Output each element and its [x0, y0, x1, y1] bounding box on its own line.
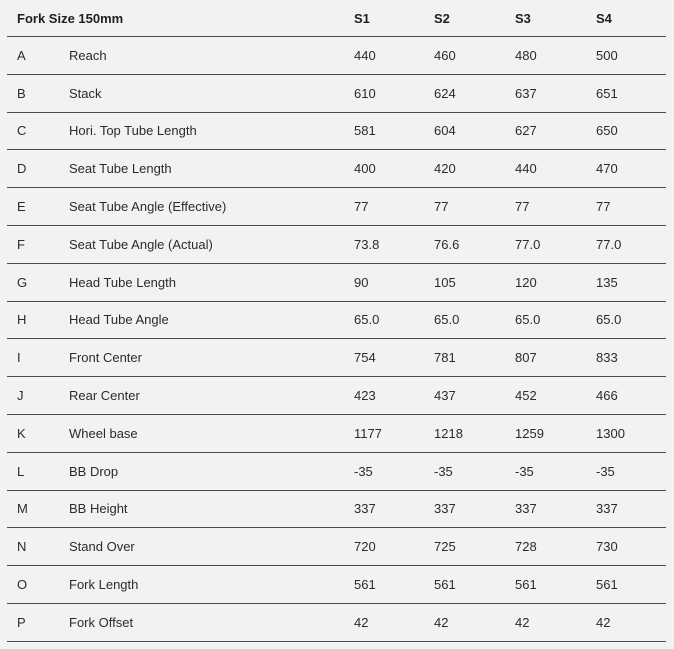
row-measurement-name: Seat Tube Angle (Actual)	[69, 236, 213, 252]
row-value-s4: 42	[596, 614, 611, 630]
row-measurement-name: Wheel base	[69, 425, 138, 441]
row-letter: E	[17, 199, 26, 215]
row-value-s2: 437	[434, 388, 456, 404]
row-value-s3: 1259	[515, 425, 544, 441]
row-measurement-name: Fork Offset	[69, 614, 134, 630]
row-value-s4: 77.0	[596, 236, 622, 252]
row-value-s2: 65.0	[434, 312, 460, 328]
row-letter: J	[17, 388, 24, 404]
row-value-s4: 470	[596, 161, 618, 177]
row-letter: P	[17, 614, 26, 630]
table-row	[7, 377, 666, 415]
row-letter: M	[17, 501, 28, 517]
row-value-s2: 337	[434, 501, 456, 517]
row-letter: O	[17, 577, 28, 593]
row-value-s4: 651	[596, 85, 618, 101]
row-value-s3: 77.0	[515, 236, 541, 252]
row-value-s1: 42	[354, 614, 369, 630]
row-value-s3: 440	[515, 161, 537, 177]
row-value-s3: 120	[515, 274, 537, 290]
row-value-s1: 754	[354, 350, 376, 366]
row-letter: K	[17, 425, 26, 441]
row-letter: F	[17, 236, 25, 252]
row-value-s2: 420	[434, 161, 456, 177]
row-value-s1: 337	[354, 501, 376, 517]
row-value-s1: -35	[354, 463, 373, 479]
row-letter: N	[17, 539, 27, 555]
table-header-row	[7, 0, 666, 37]
row-value-s2: 781	[434, 350, 456, 366]
table-row	[7, 150, 666, 188]
row-value-s3: 65.0	[515, 312, 541, 328]
row-value-s2: 624	[434, 85, 456, 101]
size-header-s4: S4	[596, 10, 612, 26]
table-row	[7, 75, 666, 113]
table-row	[7, 113, 666, 151]
row-measurement-name: Head Tube Angle	[69, 312, 169, 328]
row-value-s3: 728	[515, 539, 537, 555]
row-measurement-name: Hori. Top Tube Length	[69, 123, 197, 139]
row-value-s2: 460	[434, 47, 456, 63]
row-value-s1: 73.8	[354, 236, 380, 252]
row-measurement-name: Rear Center	[69, 388, 140, 404]
row-value-s4: 466	[596, 388, 618, 404]
row-letter: A	[17, 47, 26, 63]
row-value-s4: -35	[596, 463, 615, 479]
table-body	[0, 37, 674, 642]
row-letter: B	[17, 85, 26, 101]
row-value-s1: 65.0	[354, 312, 380, 328]
table-row	[7, 528, 666, 566]
row-value-s4: 561	[596, 577, 618, 593]
row-value-s1: 720	[354, 539, 376, 555]
row-value-s3: 452	[515, 388, 537, 404]
row-value-s1: 400	[354, 161, 376, 177]
row-value-s3: 337	[515, 501, 537, 517]
row-value-s1: 1177	[354, 425, 382, 441]
row-letter: H	[17, 312, 27, 328]
row-measurement-name: Stack	[69, 85, 102, 101]
row-value-s4: 65.0	[596, 312, 622, 328]
row-value-s1: 423	[354, 388, 376, 404]
table-row	[7, 566, 666, 604]
table-row	[7, 339, 666, 377]
size-header-s3: S3	[515, 10, 531, 26]
row-value-s2: 105	[434, 274, 456, 290]
size-header-s2: S2	[434, 10, 450, 26]
row-value-s1: 77	[354, 199, 369, 215]
row-value-s3: -35	[515, 463, 534, 479]
row-value-s3: 637	[515, 85, 537, 101]
row-letter: C	[17, 123, 27, 139]
row-measurement-name: Head Tube Length	[69, 274, 176, 290]
row-value-s1: 561	[354, 577, 376, 593]
row-measurement-name: BB Height	[69, 501, 128, 517]
row-measurement-name: Front Center	[69, 350, 142, 366]
row-value-s4: 730	[596, 539, 618, 555]
row-value-s4: 135	[596, 274, 618, 290]
table-row	[7, 491, 666, 529]
row-value-s4: 337	[596, 501, 618, 517]
row-value-s3: 42	[515, 614, 530, 630]
row-value-s4: 77	[596, 199, 611, 215]
table-row	[7, 226, 666, 264]
row-value-s2: 725	[434, 539, 456, 555]
table-row	[7, 415, 666, 453]
row-value-s2: -35	[434, 463, 453, 479]
row-value-s1: 610	[354, 85, 376, 101]
row-value-s4: 650	[596, 123, 618, 139]
row-value-s4: 833	[596, 350, 618, 366]
row-measurement-name: BB Drop	[69, 463, 119, 479]
row-value-s1: 440	[354, 47, 376, 63]
row-value-s1: 581	[354, 123, 376, 139]
row-value-s1: 90	[354, 274, 369, 290]
row-value-s2: 76.6	[434, 236, 460, 252]
size-header-s1: S1	[354, 10, 370, 26]
table-row	[7, 37, 666, 75]
table-row	[7, 604, 666, 642]
table-row	[7, 188, 666, 226]
table-row	[7, 302, 666, 340]
row-measurement-name: Seat Tube Length	[69, 161, 172, 177]
row-measurement-name: Seat Tube Angle (Effective)	[69, 199, 227, 215]
row-measurement-name: Reach	[69, 47, 107, 63]
table-row	[7, 264, 666, 302]
row-value-s3: 561	[515, 577, 537, 593]
row-letter: G	[17, 274, 28, 290]
row-letter: D	[17, 161, 27, 177]
table-title: Fork Size 150mm	[17, 10, 124, 26]
row-letter: I	[17, 350, 21, 366]
row-value-s4: 500	[596, 47, 618, 63]
row-measurement-name: Stand Over	[69, 539, 135, 555]
row-value-s2: 42	[434, 614, 449, 630]
row-value-s3: 627	[515, 123, 537, 139]
table-row	[7, 453, 666, 491]
row-value-s3: 480	[515, 47, 537, 63]
row-value-s2: 77	[434, 199, 449, 215]
row-value-s2: 1218	[434, 425, 463, 441]
row-value-s2: 604	[434, 123, 456, 139]
row-value-s4: 1300	[596, 425, 625, 441]
row-value-s2: 561	[434, 577, 456, 593]
row-measurement-name: Fork Length	[69, 577, 139, 593]
row-value-s3: 807	[515, 350, 537, 366]
row-value-s3: 77	[515, 199, 530, 215]
row-letter: L	[17, 463, 25, 479]
